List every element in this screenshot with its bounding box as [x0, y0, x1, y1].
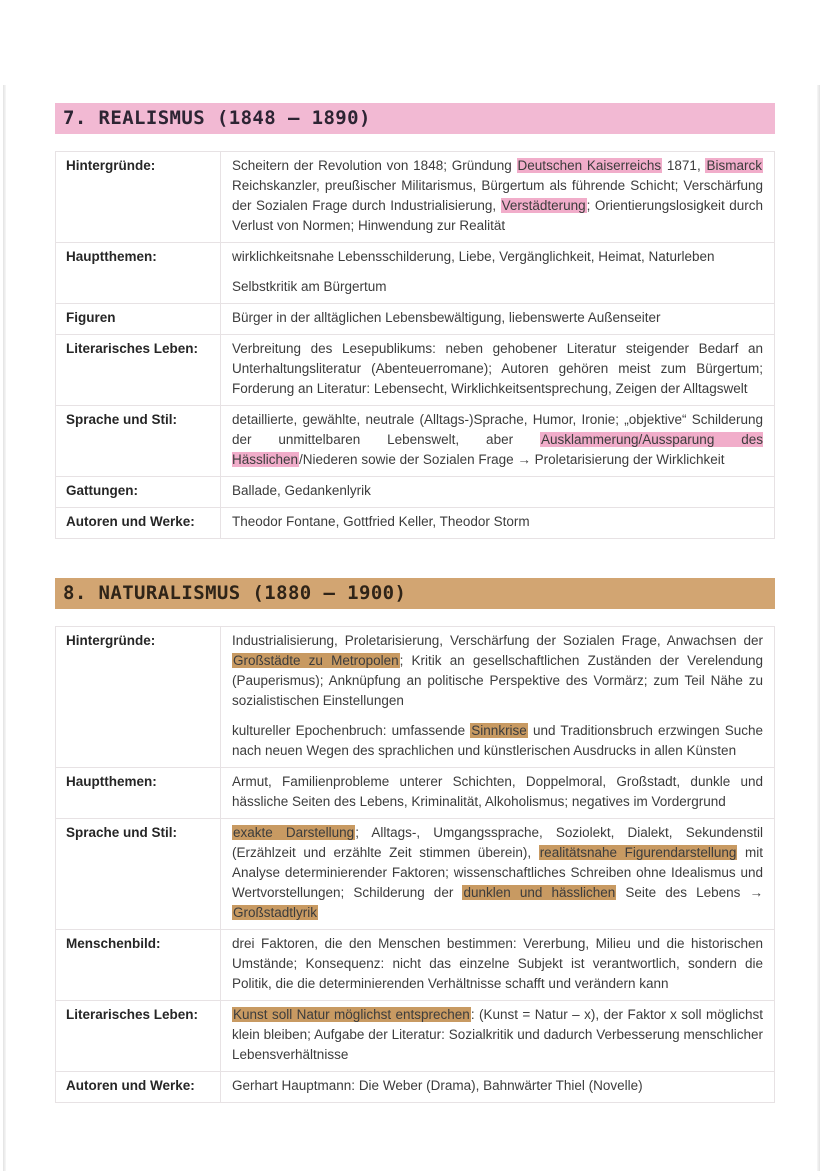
text-span: Industrialisierung, Proletarisierung, Verschärfung der Sozialen Frage, Anwachsen der — [232, 633, 763, 648]
section-heading: 8. NATURALISMUS (1880 – 1900) — [63, 582, 407, 604]
row-content-cell — [221, 1001, 775, 1072]
paragraph — [232, 410, 763, 470]
paragraph — [232, 481, 763, 501]
paragraph — [232, 277, 763, 297]
text-span: : (Kunst = Natur – x), der Faktor x soll möglichst klein bleiben; Aufgabe der Literatur: Sozialkritik und dadurch Verbesserung menschlicher Lebensverhältnisse — [232, 1007, 763, 1062]
row-label: Sprache und Stil: — [66, 825, 178, 840]
document-content — [55, 103, 775, 1103]
highlighted-text: Kunst soll Natur möglichst entsprechen — [233, 1007, 470, 1022]
row-label: Gattungen: — [66, 483, 138, 498]
row-label: Hauptthemen: — [66, 249, 157, 264]
paragraph — [232, 1076, 763, 1096]
epoch-table — [55, 626, 775, 1103]
highlighted-text: realitätsnahe Figurendarstellung — [539, 845, 737, 860]
row-label-cell — [56, 477, 221, 508]
paragraph — [232, 247, 763, 267]
section-heading: 7. REALISMUS (1848 – 1890) — [63, 107, 371, 129]
row-label: Menschenbild: — [66, 936, 161, 951]
row-label-cell — [56, 627, 221, 768]
highlighted-text: Deutschen Kaiserreichs — [517, 158, 662, 173]
paragraph — [232, 772, 763, 812]
table-row — [56, 627, 775, 768]
text-span: und Traditionsbruch erzwingen Suche nach neuen Wegen des sprachlichen und künstlerischen Ausdrucks in allen Künsten — [232, 723, 764, 758]
page-edge-left — [3, 85, 6, 1171]
table-row — [56, 335, 775, 406]
table-row — [56, 768, 775, 819]
paragraph — [232, 631, 763, 711]
highlighted-text: exakte Darstellung — [233, 825, 355, 840]
row-label: Literarisches Leben: — [66, 341, 199, 356]
row-label-cell — [56, 152, 221, 243]
row-label-cell — [56, 508, 221, 539]
row-content-cell — [221, 627, 775, 768]
row-label: Autoren und Werke: — [66, 1078, 195, 1093]
table-row — [56, 930, 775, 1001]
table-row — [56, 1001, 775, 1072]
row-label-cell — [56, 406, 221, 477]
row-label: Hauptthemen: — [66, 774, 157, 789]
row-label: Hintergründe: — [66, 158, 156, 173]
text-span: detaillierte, gewählte, neutrale (Alltags-)Sprache, Humor, Ironie; „objektive“ Schilderung der unmittelbaren Lebenswelt, aber — [232, 412, 763, 447]
row-label: Sprache und Stil: — [66, 412, 178, 427]
text-span: Gerhart Hauptmann: Die Weber (Drama), Bahnwärter Thiel (Novelle) — [232, 1078, 643, 1093]
row-label: Literarisches Leben: — [66, 1007, 199, 1022]
text-span: Theodor Fontane, Gottfried Keller, Theodor Storm — [232, 514, 530, 529]
row-label-cell — [56, 1001, 221, 1072]
epoch-section — [55, 103, 775, 539]
text-span: Scheitern der Revolution von 1848; Gründung — [232, 158, 517, 173]
row-content-cell — [221, 1072, 775, 1103]
text-span: 1871, — [662, 158, 706, 173]
table-row — [56, 1072, 775, 1103]
row-label: Figuren — [66, 310, 116, 325]
row-content-cell — [221, 768, 775, 819]
row-content-cell — [221, 243, 775, 304]
row-label: Hintergründe: — [66, 633, 156, 648]
table-row — [56, 477, 775, 508]
row-label-cell — [56, 768, 221, 819]
highlighted-text: Sinnkrise — [471, 723, 527, 738]
section-header — [55, 578, 775, 609]
table-row — [56, 819, 775, 930]
highlighted-text: Ausklammerung/Aussparung des Hässlichen — [232, 432, 763, 467]
row-label-cell — [56, 335, 221, 406]
row-label-cell — [56, 304, 221, 335]
paragraph — [232, 1005, 763, 1065]
text-span: Armut, Familienprobleme unterer Schichten, Doppelmoral, Großstadt, dunkle und hässliche Seiten des Lebens, Kriminalität, Alkoholismus; negatives im Vordergrund — [232, 774, 763, 809]
epoch-section — [55, 578, 775, 1103]
row-content-cell — [221, 152, 775, 243]
paragraph — [232, 512, 763, 532]
page-edge-right — [817, 85, 820, 1171]
highlighted-text: Bismarck — [706, 158, 762, 173]
text-span: /Niederen sowie der Sozialen Frage → Proletarisierung der Wirklichkeit — [299, 452, 725, 467]
text-span: Selbstkritik am Bürgertum — [232, 279, 387, 294]
text-span: ; Orientierungslosigkeit durch Verlust von Normen; Hinwendung zur Realität — [232, 198, 763, 233]
paragraph — [232, 934, 763, 994]
row-label: Autoren und Werke: — [66, 514, 195, 529]
highlighted-text: Großstadtlyrik — [233, 905, 318, 920]
row-content-cell — [221, 819, 775, 930]
paragraph — [232, 156, 763, 236]
highlighted-text: dunklen und hässlichen — [463, 885, 616, 900]
text-span: ; Kritik an gesellschaftlichen Zuständen der Verelendung (Pauperismus); Anknüpfung an politische Perspektive des Vormärz; zum Teil Nähe zu sozialistischen Einstellungen — [232, 653, 764, 708]
paragraph — [232, 823, 763, 923]
table-row — [56, 243, 775, 304]
table-row — [56, 508, 775, 539]
text-span: drei Faktoren, die den Menschen bestimmen: Vererbung, Milieu und die historischen Umstände; Konsequenz: nicht das einzelne Subjekt ist verantwortlich, sondern die Politik, die die determinierenden Verhältnisse schafft und verändern kann — [232, 936, 763, 991]
text-span: ; Alltags-, Umgangssprache, Soziolekt, Dialekt, Sekundenstil (Erzählzeit und erzählte Zeit stimmen überein), — [232, 825, 763, 860]
paragraph — [232, 308, 763, 328]
paragraph — [232, 721, 763, 761]
text-span: Bürger in der alltäglichen Lebensbewältigung, liebenswerte Außenseiter — [232, 310, 661, 325]
row-content-cell — [221, 508, 775, 539]
row-label-cell — [56, 1072, 221, 1103]
section-header — [55, 103, 775, 134]
text-span: Reichskanzler, preußischer Militarismus, Bürgertum als führende Schicht; Verschärfung der Sozialen Frage durch Industrialisierung, — [232, 178, 763, 213]
row-label-cell — [56, 243, 221, 304]
text-span: Verbreitung des Lesepublikums: neben gehobener Literatur steigender Bedarf an Unterhaltungsliteratur (Abenteuerromane); Autoren gehören meist zum Bürgertum; Forderung an Literatur: Lebensecht, Wirklichkeitsentsprechung, Zeigen der Alltagswelt — [232, 341, 763, 396]
text-span: wirklichkeitsnahe Lebensschilderung, Liebe, Vergänglichkeit, Heimat, Naturleben — [232, 249, 715, 264]
row-content-cell — [221, 477, 775, 508]
row-content-cell — [221, 930, 775, 1001]
text-span: kultureller Epochenbruch: umfassende — [232, 723, 471, 738]
paragraph — [232, 339, 763, 399]
row-label-cell — [56, 819, 221, 930]
table-row — [56, 152, 775, 243]
row-content-cell — [221, 304, 775, 335]
epoch-table — [55, 151, 775, 539]
text-span: Ballade, Gedankenlyrik — [232, 483, 371, 498]
row-label-cell — [56, 930, 221, 1001]
table-row — [56, 304, 775, 335]
highlighted-text: Verstädterung — [501, 198, 586, 213]
row-content-cell — [221, 406, 775, 477]
table-row — [56, 406, 775, 477]
highlighted-text: Großstädte zu Metropolen — [233, 653, 399, 668]
text-span: mit Analyse determinierender Faktoren; wissenschaftliches Schreiben ohne Idealismus und Wertvorstellungen; Schilderung der — [232, 845, 763, 900]
row-content-cell — [221, 335, 775, 406]
text-span: Seite des Lebens → — [616, 885, 763, 900]
